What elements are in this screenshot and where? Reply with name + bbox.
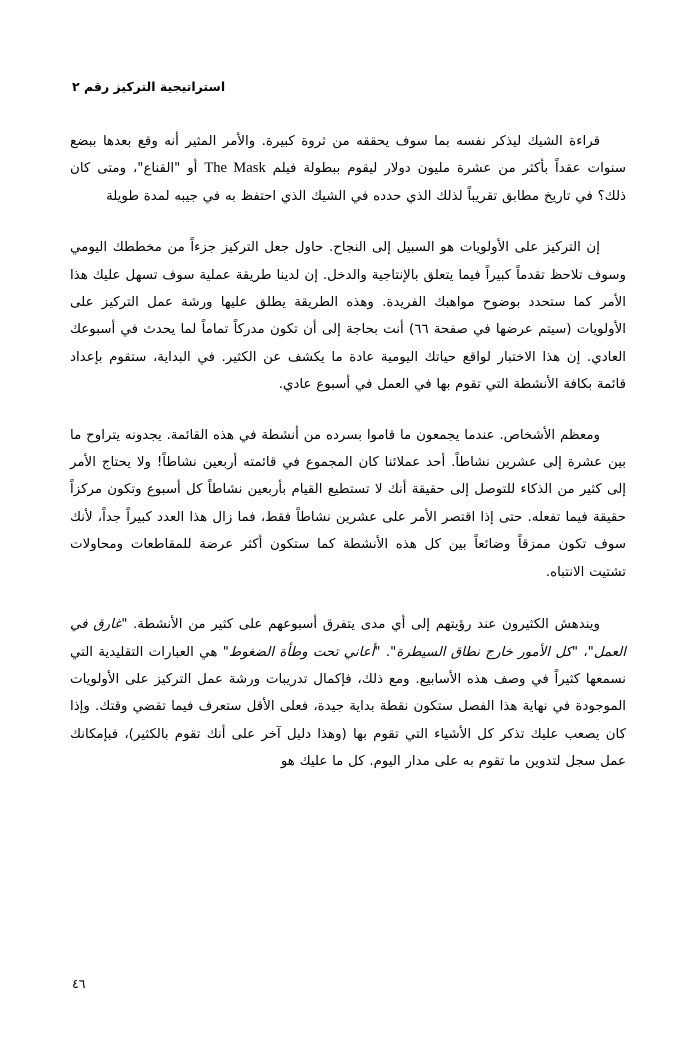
quoted-phrase-2: "كل الأمور خارج نطاق السيطرة" [390, 644, 579, 660]
quoted-phrase-1: "غارق في العمل" [70, 617, 626, 660]
paragraph-2: إن التركيز على الأولويات هو السبيل إلى النجاح. حاول جعل التركيز جزءاً من مخططك اليومي وسوف تلاحظ تقدماً كبيراً فيما يتعلق بالإنتاجية والدخل. إن لدينا طريقة عملية سوف تسهل عليك هذا الأمر كما ستحدد بوضوح مواهبك الفريدة. وهذه الطريقة يطلق عليها ورشة عمل التركيز على الأولويات (سيتم عرضها في صفحة ٦٦) أنت بحاجة إلى أن تكون مدركاً تماماً لما يحدث في أسبوعك العادي. إن هذا الاختبار لواقع حياتك اليومية عادة ما يكشف عن الكثير. في البداية، ستقوم بإعداد قائمة بكافة الأنشطة التي تقوم بها في العمل في أسبوع عادي. [70, 240, 627, 393]
quote-separator-2: . [380, 644, 391, 660]
film-title-latin: The Mask [204, 160, 266, 177]
running-header [72, 76, 626, 95]
paragraph-3: ومعظم الأشخاص. عندما يجمعون ما قاموا بسرده من أنشطة في هذه القائمة. يجدونه يتراوح ما بين عشرة إلى عشرين نشاطاً. أحد عملائنا كان المجموع في قائمته أربعين نشاطاً! ولا يحتاج الأمر إلى كثير من الذكاء للتوصل إلى حقيقة أنك لا تستطيع القيام بأربعين نشاطاً كل أسبوع وتكون مركزاً حقيقة فيما تفعله. حتى إذا اقتصر الأمر على عشرين نشاطاً فقط، فما زال هذا العدد كبيراً جداً، لأنك سوف تكون ممزقاً وضائعاً بين كل هذه الأنشطة كما ستكون أكثر عرضة للمقاطعات ومحاولات تشتيت الانتباه. [70, 427, 626, 580]
running-header-title: استراتيجية التركيز رقم ٢ [72, 79, 226, 94]
page-footer [72, 973, 626, 992]
body-text-column [70, 128, 626, 776]
paragraph-1: قراءة الشيك ليذكر نفسه بما سوف يحققه من ثروة كبيرة. والأمر المثير أنه وقع بعدها ببضع سنوات عقداً بأكثر من عشرة مليون دولار ليقوم ببطولة فيلم The Mask أو "القناع"، ومتى كان ذلك؟ في تاريخ مطابق تقريباً لذلك الذي حدده في الشيك الذي احتفظ به في جيبه لمدة طويلة [70, 134, 626, 204]
quote-separator-1: ، [578, 644, 588, 660]
quoted-phrase-3: "أعاني تحت وطأة الضغوط" [222, 644, 381, 660]
paragraph-4 [70, 611, 626, 775]
page-number: ٤٦ [72, 976, 86, 991]
paragraph-4-lead-text: ويندهش الكثيرون عند رؤيتهم إلى أي مدى يتفرق أسبوعهم على كثير من الأنشطة. [127, 617, 600, 633]
paragraph-4-tail-text: هي العبارات التقليدية التي نسمعها كثيراً في وصف هذه الأسابيع. ومع ذلك، فإكمال تدريبات ورشة عمل التركيز على الأولويات الموجودة في نهاية هذا الفصل ستكون نقطة بداية جيدة، فعلى الأقل ستعرف فيما تقضي وقتك. وإذا كان يصعب عليك تذكر كل الأشياء التي تقوم بها (وهذا دليل آخر على أنك تقوم بالكثير)، فبإمكانك عمل سجل لتدوين ما تقوم به على مدار اليوم. كل ما عليك هو [70, 644, 626, 770]
